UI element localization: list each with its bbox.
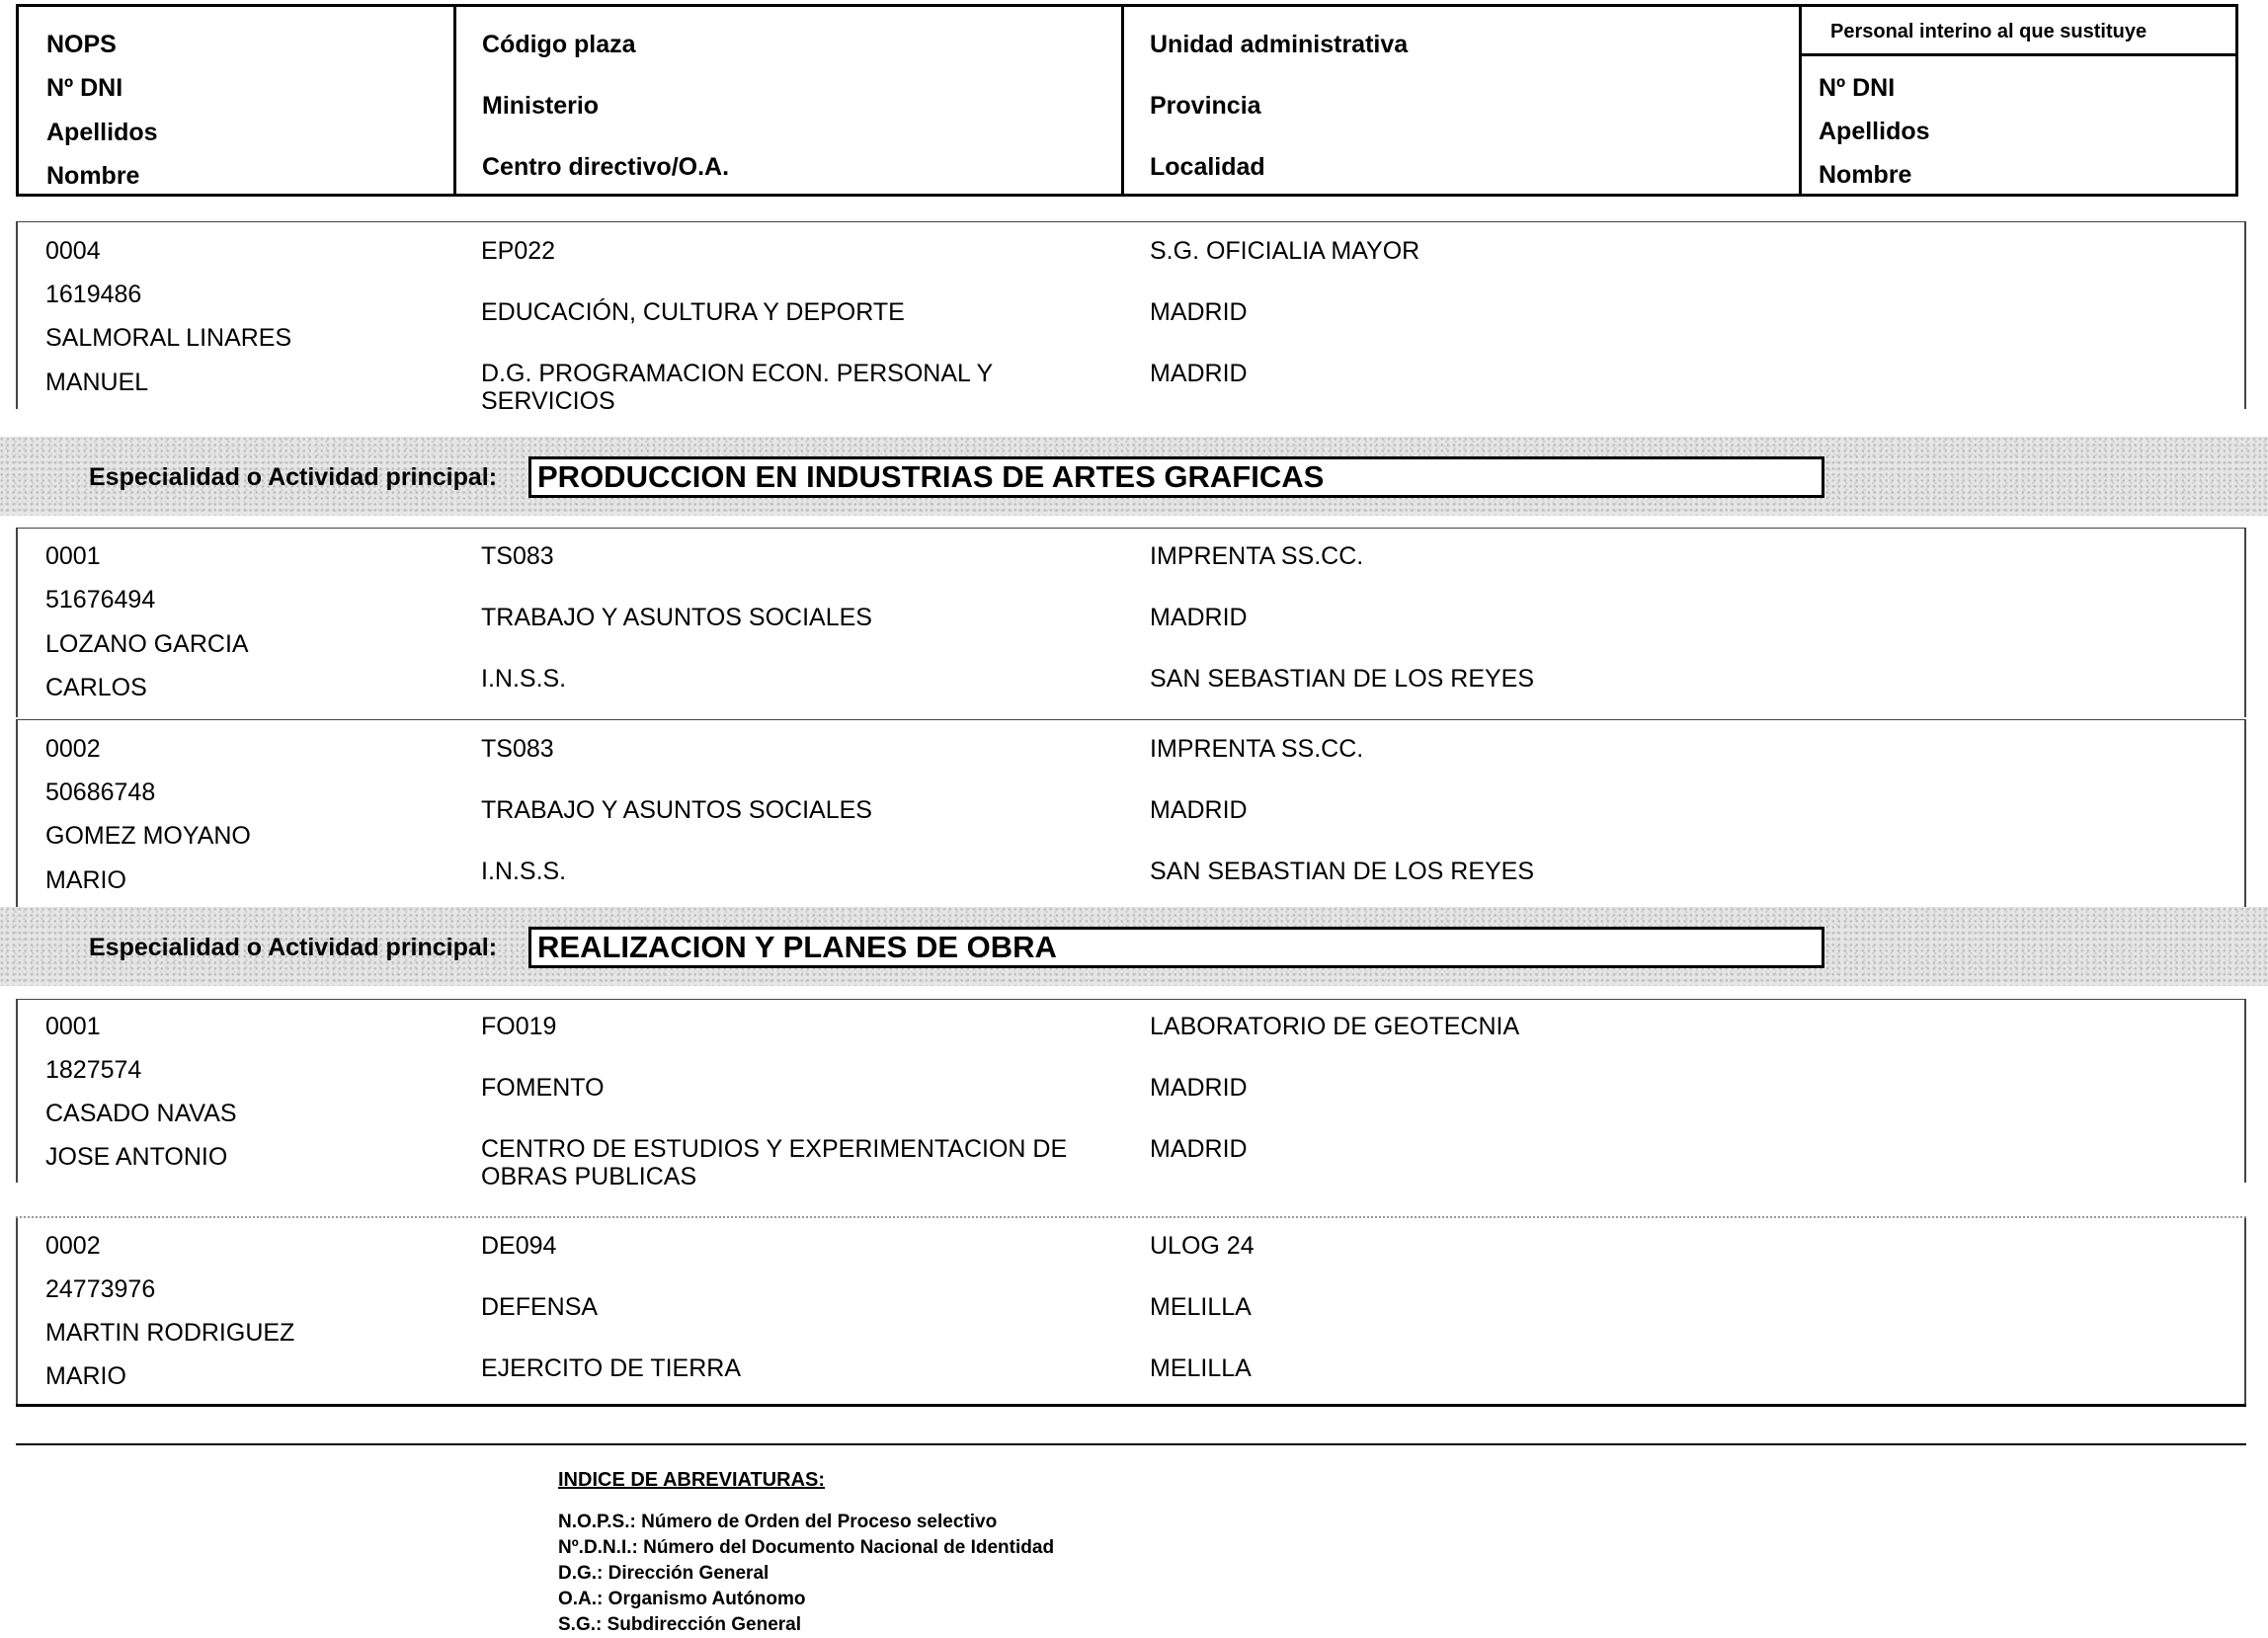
record-unidad: S.G. OFICIALIA MAYOR (1150, 237, 1420, 265)
abbreviation-item: N.O.P.S.: Número de Orden del Proceso selectivo (558, 1512, 998, 1532)
record-centro: CENTRO DE ESTUDIOS Y EXPERIMENTACION DE OBRAS PUBLICAS (481, 1135, 1068, 1190)
record-apellidos: MARTIN RODRIGUEZ (45, 1319, 295, 1347)
record-codigo: TS083 (481, 542, 554, 570)
record-row (16, 1218, 2246, 1407)
record-centro: EJERCITO DE TIERRA (481, 1354, 742, 1382)
column-header-box (16, 4, 2238, 197)
header-provincia: Provincia (1150, 92, 1261, 120)
record-nops: 0004 (45, 237, 101, 265)
header-divider (1799, 7, 1802, 194)
record-dni: 24773976 (45, 1275, 156, 1303)
record-dni: 1827574 (45, 1056, 142, 1084)
abbreviations-title: INDICE DE ABREVIATURAS: (558, 1469, 826, 1491)
record-localidad: SAN SEBASTIAN DE LOS REYES (1150, 858, 1535, 885)
record-localidad: MELILLA (1150, 1354, 1252, 1382)
record-dni: 1619486 (45, 281, 142, 308)
record-dni: 50686748 (45, 778, 156, 806)
record-apellidos: GOMEZ MOYANO (45, 822, 251, 850)
header-apellidos: Apellidos (46, 119, 158, 146)
record-nops: 0002 (45, 1232, 101, 1260)
record-centro: I.N.S.S. (481, 858, 567, 885)
record-row (16, 719, 2246, 907)
record-ministerio: EDUCACIÓN, CULTURA Y DEPORTE (481, 298, 905, 326)
record-codigo: EP022 (481, 237, 556, 265)
record-apellidos: SALMORAL LINARES (45, 324, 292, 352)
record-unidad: IMPRENTA SS.CC. (1150, 735, 1364, 763)
record-provincia: MADRID (1150, 1074, 1248, 1102)
specialty-band (0, 907, 2268, 986)
record-nops: 0002 (45, 735, 101, 763)
record-apellidos: LOZANO GARCIA (45, 630, 249, 658)
footer-rule (16, 1443, 2246, 1445)
record-codigo: FO019 (481, 1013, 557, 1040)
record-apellidos: CASADO NAVAS (45, 1100, 237, 1127)
abbreviation-item: D.G.: Dirección General (558, 1563, 770, 1584)
record-nombre: MARIO (45, 866, 126, 894)
record-dni: 51676494 (45, 586, 156, 614)
record-nombre: MANUEL (45, 369, 149, 396)
abbreviation-item: O.A.: Organismo Autónomo (558, 1589, 806, 1609)
header-interino-dni: Nº DNI (1819, 74, 1896, 102)
record-localidad: SAN SEBASTIAN DE LOS REYES (1150, 665, 1535, 693)
record-ministerio: FOMENTO (481, 1074, 605, 1102)
record-row (16, 999, 2246, 1190)
record-nombre: MARIO (45, 1362, 126, 1390)
header-localidad: Localidad (1150, 153, 1265, 181)
header-dni: Nº DNI (46, 74, 123, 102)
specialty-value: REALIZACION Y PLANES DE OBRA (528, 927, 1824, 968)
record-nops: 0001 (45, 1013, 101, 1040)
record-nombre: CARLOS (45, 674, 147, 701)
record-ministerio: TRABAJO Y ASUNTOS SOCIALES (481, 604, 872, 631)
record-provincia: MADRID (1150, 604, 1248, 631)
abbreviation-item: S.G.: Subdirección General (558, 1614, 802, 1635)
record-provincia: MELILLA (1150, 1293, 1252, 1321)
record-provincia: MADRID (1150, 796, 1248, 824)
specialty-label: Especialidad o Actividad principal: (89, 463, 498, 491)
record-nops: 0001 (45, 542, 101, 570)
record-codigo: TS083 (481, 735, 554, 763)
header-codigo-plaza: Código plaza (482, 31, 636, 58)
record-nombre: JOSE ANTONIO (45, 1143, 228, 1171)
record-unidad: IMPRENTA SS.CC. (1150, 542, 1364, 570)
header-ministerio: Ministerio (482, 92, 600, 120)
record-provincia: MADRID (1150, 298, 1248, 326)
specialty-value: PRODUCCION EN INDUSTRIAS DE ARTES GRAFICAS (528, 456, 1824, 498)
record-unidad: LABORATORIO DE GEOTECNIA (1150, 1013, 1520, 1040)
record-codigo: DE094 (481, 1232, 557, 1260)
header-personal-interino: Personal interino al que sustituye (1830, 21, 2147, 42)
record-centro: I.N.S.S. (481, 665, 567, 693)
header-centro-directivo: Centro directivo/O.A. (482, 153, 730, 181)
record-localidad: MADRID (1150, 1135, 1248, 1163)
record-localidad: MADRID (1150, 360, 1248, 387)
record-ministerio: DEFENSA (481, 1293, 599, 1321)
record-row (16, 528, 2246, 717)
abbreviation-item: Nº.D.N.I.: Número del Documento Nacional de Identidad (558, 1537, 1055, 1558)
record-centro: D.G. PROGRAMACION ECON. PERSONAL Y SERVICIOS (481, 360, 993, 415)
header-divider (1121, 7, 1124, 194)
header-interino-nombre: Nombre (1819, 161, 1912, 189)
specialty-label: Especialidad o Actividad principal: (89, 934, 498, 961)
record-ministerio: TRABAJO Y ASUNTOS SOCIALES (481, 796, 872, 824)
header-nombre: Nombre (46, 162, 140, 190)
specialty-band (0, 437, 2268, 516)
record-row (16, 221, 2246, 415)
header-interino-apellidos: Apellidos (1819, 118, 1930, 145)
header-divider (453, 7, 456, 194)
record-unidad: ULOG 24 (1150, 1232, 1255, 1260)
header-subdivider (1799, 53, 2235, 56)
header-unidad-administrativa: Unidad administrativa (1150, 31, 1409, 58)
header-nops: NOPS (46, 31, 117, 58)
